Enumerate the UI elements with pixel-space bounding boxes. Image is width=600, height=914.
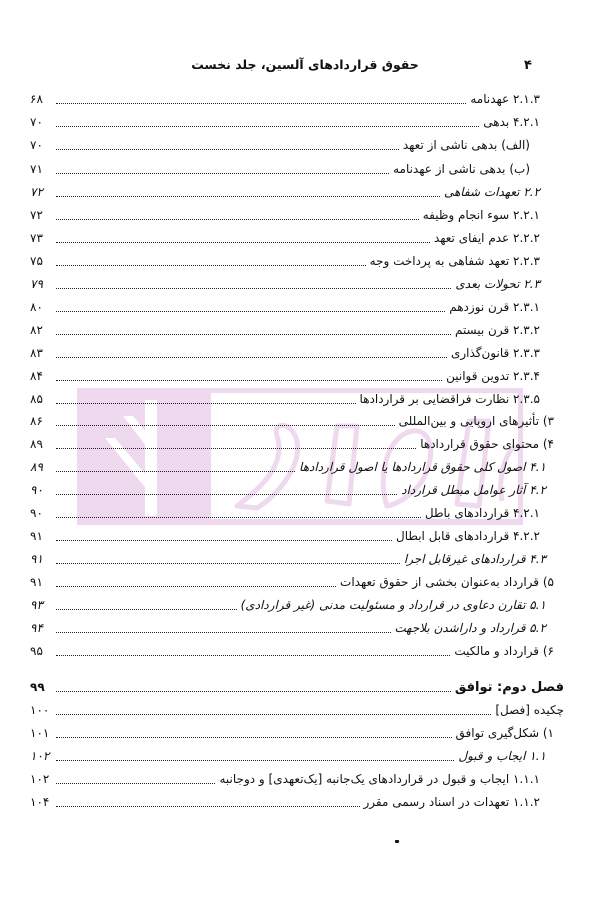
toc-entry-title: ۶) قرارداد و مالکیت <box>454 644 554 658</box>
running-title: حقوق قراردادهای آلسین، جلد نخست <box>191 57 419 72</box>
toc-entry-title: ۵.۲ قرارداد و داراشدن بلاجهت <box>394 621 546 635</box>
page-number: ۴ <box>524 58 532 73</box>
toc-entry-page: ۱۰۰ <box>30 703 50 717</box>
toc-entry[interactable] <box>30 365 540 387</box>
toc-entry-title: ۳) تأثیرهای اروپایی و بین‌المللی <box>398 414 554 428</box>
toc-entry-page: ۹۱ <box>30 575 43 589</box>
dot-leader <box>56 470 295 472</box>
toc-entry[interactable] <box>30 433 554 455</box>
toc-entry[interactable] <box>30 594 546 616</box>
toc-entry-title: ۴.۲.۱ قراردادهای باطل <box>424 506 540 520</box>
toc-entry-page: ۸۰ <box>30 300 43 314</box>
dot-leader <box>56 241 430 243</box>
toc-entry-page: ۸۹ <box>30 437 43 451</box>
dot-leader <box>56 356 447 358</box>
toc-entry[interactable] <box>30 722 554 744</box>
toc-entry-page: ۹۱ <box>30 529 43 543</box>
toc-entry-title: ۴.۱ اصول کلی حقوق قراردادها یا اصول قراردادها <box>299 460 546 474</box>
toc-entry[interactable] <box>30 548 546 570</box>
toc-entry-title: ۱.۱.۱ ایجاب و قبول در قراردادهای یک‌جانبه [یک‌تعهدی] و دوجانبه <box>219 772 540 786</box>
toc-entry-title: ۴.۲ آثار عوامل مبطل قرارداد <box>401 483 546 497</box>
toc-entry[interactable] <box>30 250 540 272</box>
dot-leader <box>56 654 450 656</box>
dot-leader <box>56 562 400 564</box>
toc-entry-page: ۷۳ <box>30 231 43 245</box>
toc-entry-page: ۷۲ <box>30 208 43 222</box>
toc-entry-title: ۱.۱.۲ تعهدات در اسناد رسمی مقرر <box>363 795 540 809</box>
toc-entry-title: (ب) بدهی ناشی از عهدنامه <box>393 162 530 176</box>
toc-entry[interactable] <box>30 88 540 110</box>
dot-leader <box>56 310 445 312</box>
toc-entry-page: ۷۹ <box>30 277 43 291</box>
toc-entry-title: ۲.۳.۴ تدوین قوانین <box>446 369 540 383</box>
toc-entry[interactable] <box>30 111 540 133</box>
toc-entry[interactable] <box>30 768 540 790</box>
toc-entry-page: ۸۳ <box>30 346 43 360</box>
toc-entry[interactable] <box>30 745 546 767</box>
toc-entry-page: ۹۴ <box>30 621 43 635</box>
dot-leader <box>56 172 389 174</box>
dot-leader <box>56 493 397 495</box>
dot-leader <box>56 402 356 404</box>
toc-entry-page: ۹۱ <box>30 552 43 566</box>
dot-leader <box>56 379 442 381</box>
toc-entry[interactable] <box>30 227 540 249</box>
toc-entry-page: ۸۲ <box>30 323 43 337</box>
dot-leader <box>56 690 451 692</box>
toc-entry-page: ۱۰۲ <box>30 772 50 786</box>
dot-leader <box>56 102 466 104</box>
dot-leader <box>56 125 479 127</box>
toc-entry-title: ۴.۲.۱ بدهی <box>483 115 540 129</box>
toc-entry[interactable] <box>30 456 546 478</box>
toc-entry-page: ۸۵ <box>30 392 43 406</box>
toc-entry[interactable] <box>30 640 554 662</box>
toc-entry-title: ۲.۳ تحولات بعدی <box>455 277 540 291</box>
dot-leader <box>56 447 416 449</box>
toc-entry-page: ۸۴ <box>30 369 43 383</box>
toc-entry-page: ۹۳ <box>30 598 43 612</box>
dot-leader <box>56 759 454 761</box>
toc-entry[interactable] <box>30 525 540 547</box>
toc-entry-title: فصل دوم: توافق <box>454 679 564 695</box>
dot-leader <box>56 736 452 738</box>
dot-leader <box>56 608 237 610</box>
toc-entry-page: ۷۱ <box>30 162 43 176</box>
footer-folio-mark <box>395 840 399 843</box>
toc-entry-title: ۲.۲.۲ عدم ایفای تعهد <box>433 231 540 245</box>
toc-entry-page: ۸۹ <box>30 460 43 474</box>
toc-entry[interactable] <box>30 158 530 180</box>
toc-entry-page: ۹۵ <box>30 644 43 658</box>
toc-entry-title: (الف) بدهی ناشی از تعهد <box>402 138 530 152</box>
toc-entry[interactable] <box>30 134 530 156</box>
dot-leader <box>56 782 215 784</box>
toc-entry-page: ۷۲ <box>30 185 43 199</box>
toc-entry-title: چکیده [فصل] <box>495 703 564 717</box>
toc-entry-title: ۲.۳.۵ نظارت فراقضایی بر قراردادها <box>359 392 540 406</box>
toc-entry-page: ۱۰۲ <box>30 749 50 763</box>
dot-leader <box>56 424 395 426</box>
toc-entry[interactable] <box>30 319 540 341</box>
toc-entry-page: ۹۹ <box>30 680 45 694</box>
dot-leader <box>56 195 440 197</box>
toc-entry-title: ۴.۲.۲ قراردادهای قابل ابطال <box>395 529 540 543</box>
toc-entry-page: ۹۰ <box>30 483 43 497</box>
dot-leader <box>56 539 392 541</box>
dot-leader <box>56 713 491 715</box>
toc-entry[interactable] <box>30 273 540 295</box>
dot-leader <box>56 516 421 518</box>
dot-leader <box>56 287 451 289</box>
toc-entry[interactable] <box>30 342 540 364</box>
toc-entry[interactable] <box>30 617 546 639</box>
toc-entry-page: ۱۰۱ <box>30 726 50 740</box>
toc-entry-title: ۵.۱ تقارن دعاوی در قرارداد و مسئولیت مدنی (غیر قراردادی) <box>240 598 546 612</box>
toc-entry-title: ۱) شکل‌گیری توافق <box>455 726 554 740</box>
dot-leader <box>56 218 419 220</box>
toc-entry-title: ۲.۳.۲ قرن بیستم <box>454 323 540 337</box>
toc-entry-page: ۷۰ <box>30 115 43 129</box>
dot-leader <box>56 148 399 150</box>
toc-entry[interactable] <box>30 676 564 698</box>
toc-entry-title: ۴.۳ قراردادهای غیرقابل اجرا <box>403 552 546 566</box>
dot-leader <box>56 264 366 266</box>
toc-entry[interactable] <box>30 410 554 432</box>
toc-entry[interactable] <box>30 571 554 593</box>
toc-entry-title: ۲.۳.۱ قرن نوزدهم <box>449 300 540 314</box>
toc-entry-page: ۹۰ <box>30 506 43 520</box>
toc-entry-title: ۱.۱ ایجاب و قبول <box>458 749 546 763</box>
toc-entry-title: ۲.۲.۳ تعهد شفاهی به پرداخت وجه <box>369 254 540 268</box>
toc-entry[interactable] <box>30 479 546 501</box>
toc-entry-title: ۲.۲.۱ سوء انجام وظیفه <box>422 208 540 222</box>
toc-entry-page: ۷۵ <box>30 254 43 268</box>
toc-entry[interactable] <box>30 204 540 226</box>
toc-entry[interactable] <box>30 296 540 318</box>
dot-leader <box>56 333 451 335</box>
toc-entry[interactable] <box>30 181 540 203</box>
toc-entry[interactable] <box>30 699 564 721</box>
toc-entry-title: ۴) محتوای حقوق قراردادها <box>420 437 554 451</box>
toc-entry-title: ۵) قرارداد به‌عنوان بخشی از حقوق تعهدات <box>340 575 554 589</box>
toc-entry-page: ۱۰۴ <box>30 795 50 809</box>
toc-entry-title: ۲.۱.۳ عهدنامه <box>470 92 540 106</box>
dot-leader <box>56 805 360 807</box>
toc-entry[interactable] <box>30 502 540 524</box>
toc-entry[interactable] <box>30 791 540 813</box>
toc-entry-page: ۶۸ <box>30 92 43 106</box>
toc-entry-title: ۲.۳.۳ قانون‌گذاری <box>450 346 540 360</box>
toc-entry-title: ۲.۲ تعهدات شفاهی <box>443 185 540 199</box>
toc-entry[interactable] <box>30 388 540 410</box>
dot-leader <box>56 631 391 633</box>
dot-leader <box>56 585 336 587</box>
toc-entry-page: ۷۰ <box>30 138 43 152</box>
toc-entry-page: ۸۶ <box>30 414 43 428</box>
